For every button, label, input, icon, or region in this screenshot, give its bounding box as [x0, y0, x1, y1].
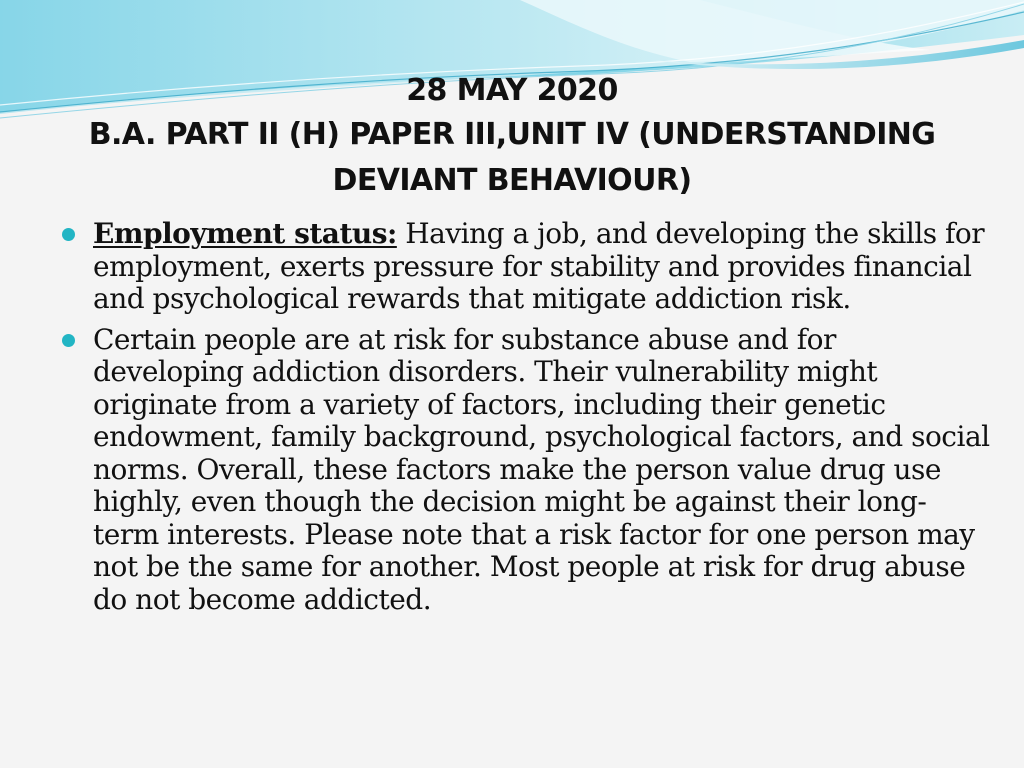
title-date: 28 MAY 2020 — [406, 73, 618, 108]
bullet-item — [60, 324, 990, 617]
bullet-text: Having a job, and developing the skills for employment, exerts pressure for stability and provides financial and psychological rewards that mitigate addiction risk. — [93, 217, 985, 315]
bullet-dot-icon — [62, 334, 75, 347]
bullet-list — [60, 218, 990, 624]
title-topic-line: DEVIANT BEHAVIOUR) — [332, 163, 692, 198]
bullet-item — [60, 218, 990, 316]
bullet-dot-icon — [62, 228, 75, 241]
slide-title — [60, 70, 964, 204]
bullet-lead-term: Employment status: — [93, 217, 397, 250]
title-course-line: B.A. PART II (H) PAPER III,UNIT IV (UNDERSTANDING — [88, 117, 936, 152]
bullet-text: Certain people are at risk for substance abuse and for developing addiction disorders. Their vulnerability might originate from a variety of factors, including their genetic endowment, family background, psychological factors, and social norms. Overall, these factors make the person value drug use highly, even though the decision might be against their long-term interests. Please note that a risk factor for one person may not be the same for another. Most people at risk for drug abuse do not become addicted. — [93, 322, 990, 616]
